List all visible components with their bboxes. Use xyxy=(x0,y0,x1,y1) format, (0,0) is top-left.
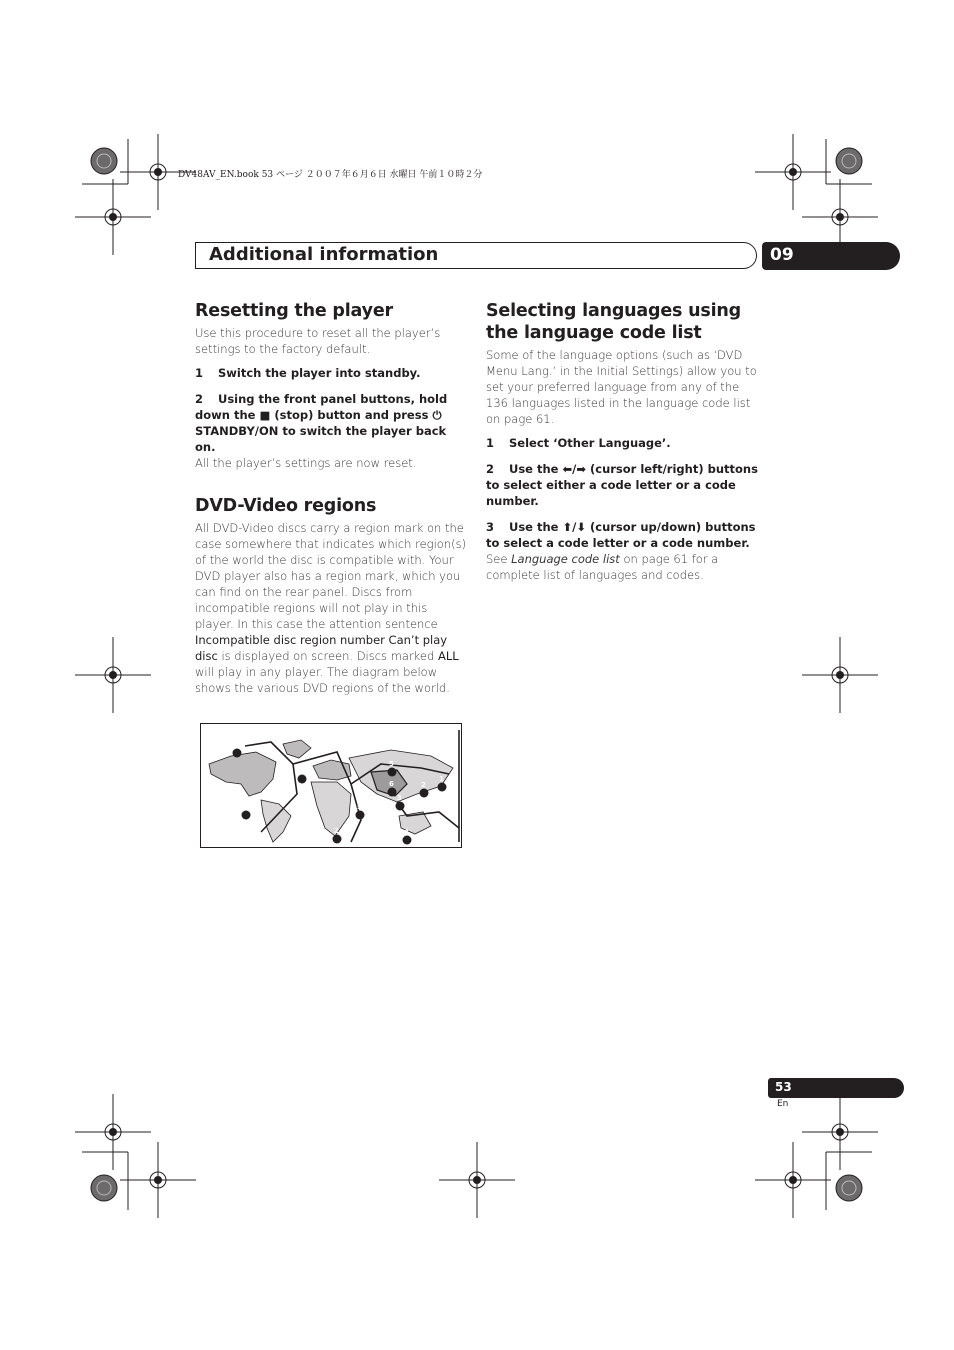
regions-heading: DVD-Video regions xyxy=(195,496,377,516)
page-number: 53 xyxy=(768,1078,904,1098)
region-marker: 5 xyxy=(387,762,397,781)
print-info: DV48AV_EN.book 53 ページ ２００７年６月６日 水曜日 午前１０時２分 xyxy=(178,170,483,180)
region-marker: 2 xyxy=(297,769,307,788)
languages-step-1: 1 Select ‘Other Language’. xyxy=(486,436,671,450)
left-column xyxy=(195,300,467,696)
region-marker: 5 xyxy=(355,805,365,824)
languages-intro: Some of the language options (such as ‘DVD Menu Lang.’ in the Initial Settings) allow you to set your preferred language from any of the 136 languages listed in the language code list on page 61. xyxy=(486,348,757,426)
arrow-up-down-icon: ⬆/⬇ xyxy=(562,520,586,534)
languages-step-3: 3 Use the ⬆/⬇ (cursor up/down) buttons to select a code letter or a code number. xyxy=(486,520,756,550)
stop-square-icon: ■ xyxy=(259,408,271,422)
region-marker: 2 xyxy=(419,783,429,802)
page-language: En xyxy=(777,1099,789,1109)
reset-intro: Use this procedure to reset all the player’s settings to the factory default. xyxy=(195,326,441,356)
power-icon: ⏻ xyxy=(432,408,442,422)
region-marker: 2 xyxy=(332,829,342,848)
reset-step-1: 1 Switch the player into standby. xyxy=(195,366,421,380)
region-marker: 4 xyxy=(402,830,412,849)
languages-step-2: 2 Use the ⬅/➡ (cursor left/right) buttons to select either a code letter or a code number. xyxy=(486,462,758,508)
languages-see-also: See Language code list on page 61 for a complete list of languages and codes. xyxy=(486,552,719,582)
region-marker: 1 xyxy=(232,743,242,762)
region-marker: 3 xyxy=(395,796,405,815)
chapter-badge: 09 xyxy=(762,242,900,270)
regions-text: All DVD-Video discs carry a region mark on the case somewhere that indicates which region(s) of the world the disc is compatible with. Your DVD player also has a region mark, which you can find on the rear panel. Discs from incompatible regions will not play in this player. In this case the attention sentence Incompatible disc region number Can’t play disc is displayed on screen. Discs marked ALL will play in any player. The diagram below shows the various DVD regions of the world. xyxy=(195,521,467,695)
section-title: Additional information xyxy=(209,244,439,265)
languages-heading: Selecting languages using the language code list xyxy=(486,301,741,343)
arrow-left-right-icon: ⬅/➡ xyxy=(562,462,586,476)
region-marker: 4 xyxy=(241,805,251,824)
reset-heading: Resetting the player xyxy=(195,301,393,321)
right-column xyxy=(486,300,760,583)
region-map xyxy=(200,723,462,848)
reset-step-2: 2 Using the front panel buttons, hold down the ■ (stop) button and press ⏻ STANDBY/ON to switch the player back on. xyxy=(195,392,448,454)
reset-result: All the player’s settings are now reset. xyxy=(195,456,417,470)
region-marker: 1 xyxy=(437,777,447,796)
region-marker: 6 xyxy=(387,782,397,801)
